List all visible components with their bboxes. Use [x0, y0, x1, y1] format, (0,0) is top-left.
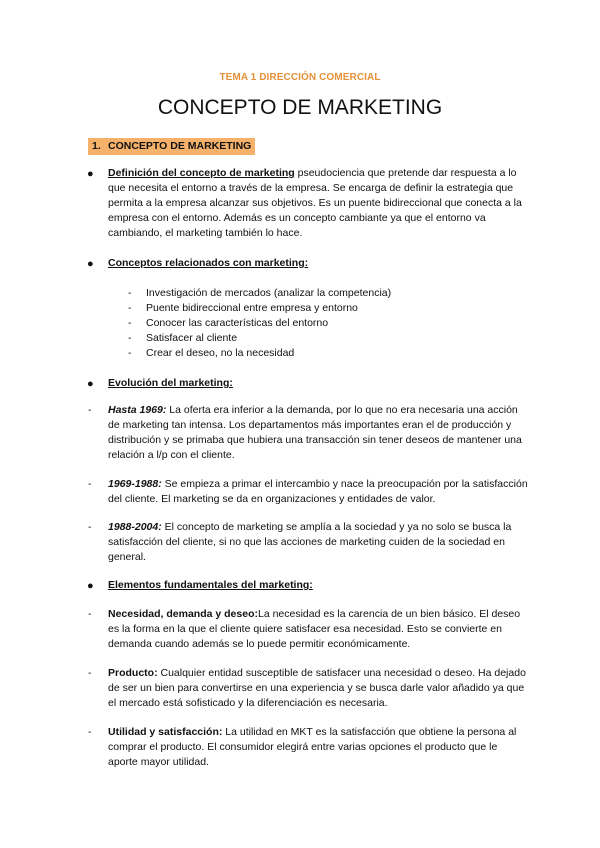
dash-icon: - — [88, 404, 92, 416]
element-item: Producto: Cualquier entidad susceptible de satisfacer una necesidad o deseo. Ha dejado de ser un bien para convertirse en una experiencia y se busca darle valor añadido ya que el mercado está sofisticado y la diferenciación es necesaria. — [108, 667, 526, 709]
related-item: Crear el deseo, no la necesidad — [146, 347, 295, 359]
dash-icon: - — [128, 317, 132, 329]
related-item: Conocer las características del entorno — [146, 317, 329, 329]
bullet-icon: ● — [87, 168, 94, 180]
evolution-period: Hasta 1969: La oferta era inferior a la demanda, por lo que no era necesaria una acción de marketing tan intensa. Los departamentos más importantes eran el de producción y distribución y se primaba que hubiera una transacción sin tener deseos de mantener una relación a l/p con el cliente. — [108, 404, 522, 461]
evolution-heading: Evolución del marketing: — [108, 377, 233, 389]
definition-text: pseudociencia que pretende dar respuesta a lo que necesita el entorno a través de la empresa. Se encarga de definir la estrategia que permita a la empresa alcanzar sus objetivos. Es un puente bidireccional que conecta a la empresa con el entorno. Además es un concepto cambiante ya que el entorno va cambiando, el marketing también lo hace. — [108, 167, 522, 239]
dash-icon: - — [128, 347, 132, 359]
evolution-period: 1988-2004: El concepto de marketing se amplía a la sociedad y ya no solo se busca la satisfacción del cliente, si no que las acciones de marketing cuiden de la sociedad en general. — [108, 521, 512, 563]
dash-icon: - — [88, 521, 92, 533]
dash-icon: - — [128, 332, 132, 344]
related-heading: Conceptos relacionados con marketing: — [108, 257, 309, 269]
page-title: CONCEPTO DE MARKETING — [157, 96, 443, 119]
elements-heading: Elementos fundamentales del marketing: — [108, 579, 313, 591]
dash-icon: - — [128, 287, 132, 299]
course-kicker: TEMA 1 DIRECCIÓN COMERCIAL — [219, 72, 381, 83]
definition-label: Definición del concepto de marketing — [108, 167, 295, 179]
section-number: 1. — [92, 140, 101, 152]
evolution-period: 1969-1988: Se empieza a primar el intercambio y nace la preocupación por la satisfacción del cliente. El marketing se da en organizaciones y entidades de valor. — [108, 478, 528, 505]
definition-paragraph — [108, 166, 528, 241]
dash-icon: - — [88, 726, 92, 738]
section-heading — [88, 138, 255, 155]
related-item: Investigación de mercados (analizar la competencia) — [146, 287, 392, 299]
dash-icon: - — [128, 302, 132, 314]
dash-icon: - — [88, 608, 92, 620]
bullet-icon: ● — [87, 580, 94, 592]
related-item: Puente bidireccional entre empresa y entorno — [146, 302, 358, 314]
related-item: Satisfacer al cliente — [146, 332, 238, 344]
element-item: Utilidad y satisfacción: La utilidad en MKT es la satisfacción que obtiene la persona al comprar el producto. El consumidor elegirá entre varias opciones el producto que le aporte mayor utilidad. — [108, 726, 517, 768]
dash-icon: - — [88, 478, 92, 490]
section-title: CONCEPTO DE MARKETING — [108, 140, 252, 152]
bullet-icon: ● — [87, 378, 94, 390]
bullet-icon: ● — [87, 258, 94, 270]
dash-icon: - — [88, 667, 92, 679]
element-item: Necesidad, demanda y deseo:La necesidad es la carencia de un bien básico. El deseo es la forma en la que el cliente quiere satisfacer esa necesidad. Esto se convierte en demanda cuando además se lo puede permitir económicamente. — [108, 608, 521, 650]
